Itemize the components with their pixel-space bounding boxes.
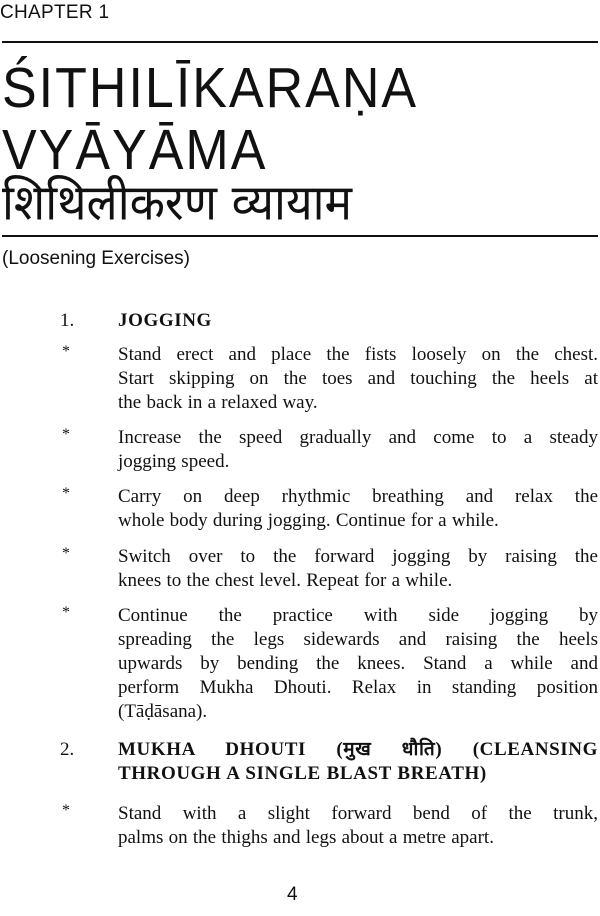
bullet-marker: * [62, 545, 70, 562]
title-line-2: VYĀYĀMA [2, 119, 268, 182]
bullet-text: Increase the speed gradually and come to a steady jogging speed. [118, 427, 598, 472]
section-heading: MUKHA DHOUTI (मुख धौति) (CLEANSING THROUGH A SINGLE BLAST BREATH) [118, 739, 598, 784]
page-number: 4 [287, 884, 298, 905]
section-number: 2. [60, 739, 75, 760]
bullet-marker: * [62, 485, 70, 502]
title-line-1: ŚITHILĪKARAṆA [2, 57, 419, 120]
top-rule [2, 41, 598, 43]
section-number: 1. [60, 310, 75, 331]
bullet-text: Carry on deep rhythmic breathing and relax the whole body during jogging. Continue for a while. [118, 486, 598, 531]
bullet-text: Switch over to the forward jogging by raising the knees to the chest level. Repeat for a while. [118, 546, 598, 591]
bullet-text: Stand with a slight forward bend of the trunk, palms on the thighs and legs about a metre apart. [118, 803, 598, 848]
bullet-marker: * [62, 426, 70, 443]
title-devanagari: शिथिलीकरण व्यायाम [2, 173, 353, 232]
bullet-marker: * [62, 343, 70, 360]
bullet-text: Stand erect and place the fists loosely on the chest. Start skipping on the toes and touching the heels at the back in a relaxed way. [118, 344, 598, 413]
section-heading: JOGGING [118, 310, 212, 331]
bottom-rule [2, 235, 598, 237]
bullet-marker: * [62, 604, 70, 621]
chapter-label: CHAPTER 1 [0, 2, 110, 23]
subtitle: (Loosening Exercises) [2, 248, 190, 269]
bullet-marker: * [62, 802, 70, 819]
bullet-text: Continue the practice with side jogging by spreading the legs sidewards and raising the heels upwards by bending the knees. Stand a while and perform Mukha Dhouti. Relax in standing position (Tāḍāsana). [118, 605, 598, 722]
